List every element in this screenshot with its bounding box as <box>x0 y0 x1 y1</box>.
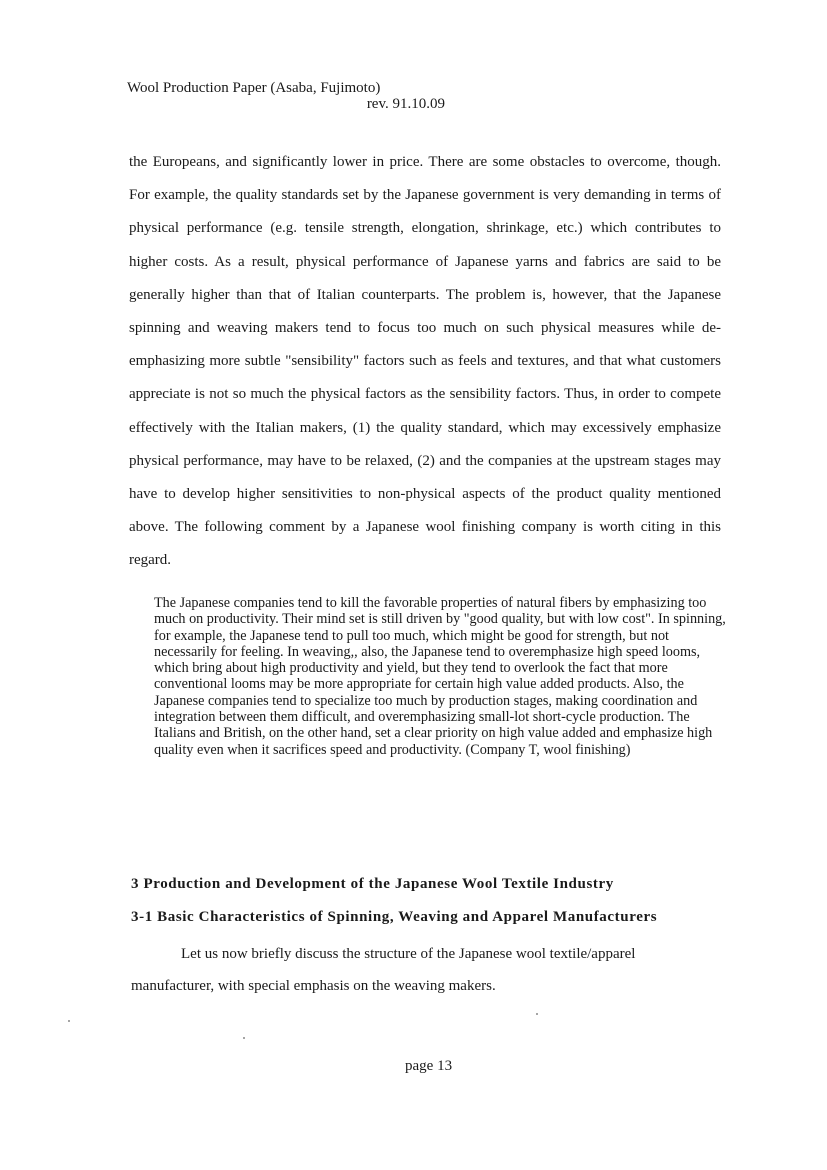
running-header <box>127 80 457 112</box>
scan-speck <box>536 1013 538 1015</box>
scan-speck <box>68 1020 70 1022</box>
header-revision: rev. 91.10.09 <box>366 96 445 112</box>
scan-speck <box>243 1037 245 1039</box>
header-title: Wool Production Paper (Asaba, Fujimoto) <box>127 80 381 96</box>
section-paragraph-text: Let us now briefly discuss the structure of the Japanese wool textile/apparel manufacturer, with special emphasis on the weaving makers. <box>131 946 636 994</box>
block-quote: The Japanese companies tend to kill the favorable properties of natural fibers by emphasizing too much on productivity. Their mind set is still driven by "good quality, but with low cost". In spinning, for example, the Japanese tend to pull too much, which might be good for strength, but not necessarily for feeling. In weaving,, also, the Japanese tend to overemphasize high speed looms, which bring about high productivity and yield, but they tend to overlook the fact that more conventional looms may be more appropriate for certain high value added products. Also, the Japanese companies tend to specialize too much by production stages, making coordination and integration between them difficult, and overemphasizing small-lot short-cycle production. The Italians and British, on the other hand, set a clear priority on high value added and emphasize high quality even when it sacrifices speed and productivity. (Company T, wool finishing) <box>154 595 726 758</box>
section-paragraph <box>131 938 691 1002</box>
body-paragraph: the Europeans, and significantly lower in price. There are some obstacles to overcome, though. For example, the quality standards set by the Japanese government is very demanding in terms of physical performance (e.g. tensile strength, elongation, shrinkage, etc.) which contributes to higher costs. As a result, physical performance of Japanese yarns and fabrics are said to be generally higher than that of Italian counterparts. The problem is, however, that the Japanese spinning and weaving makers tend to focus too much on such physical measures while de-emphasizing more subtle "sensibility" factors such as feels and textures, and that what customers appreciate is not so much the physical factors as the sensibility factors. Thus, in order to compete effectively with the Italian makers, (1) the quality standard, which may excessively emphasize physical performance, may have to be relaxed, (2) and the companies at the upstream stages may have to develop higher sensitivities to non-physical aspects of the product quality mentioned above. The following comment by a Japanese wool finishing company is worth citing in this regard. <box>129 154 721 569</box>
section-heading-3-1: 3-1 Basic Characteristics of Spinning, Weaving and Apparel Manufacturers <box>131 909 658 925</box>
section-heading-3: 3 Production and Development of the Japanese Wool Textile Industry <box>131 876 614 892</box>
page-number: page 13 <box>405 1058 453 1074</box>
